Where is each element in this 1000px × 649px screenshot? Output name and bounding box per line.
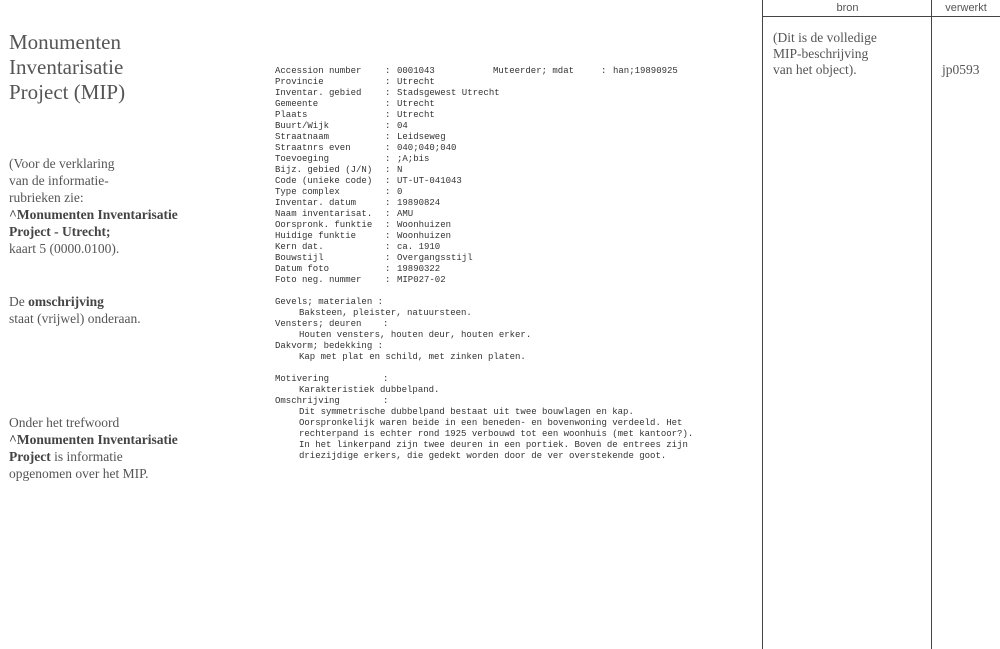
field-separator: :: [385, 242, 391, 252]
note-line: van de informatie-: [9, 173, 109, 188]
note-line: Onder het trefwoord: [9, 415, 120, 430]
field-label: Straatnrs even: [275, 143, 351, 153]
field-separator: :: [385, 121, 391, 131]
record-field-row: [275, 88, 745, 99]
field-label: Provincie: [275, 77, 324, 87]
field-label: Datum foto: [275, 264, 330, 274]
field-separator: :: [385, 132, 391, 142]
field-value: Utrecht: [397, 99, 435, 109]
dakvorm-label: Dakvorm; bedekking :: [275, 341, 384, 351]
column-divider: [931, 0, 932, 649]
reference-link[interactable]: Project: [9, 449, 51, 464]
bron-column-header: bron: [836, 2, 859, 14]
verwerkt-column-header: verwerkt: [945, 2, 987, 14]
note-bold: omschrijving: [28, 294, 104, 309]
field-value: Overgangsstijl: [397, 253, 473, 263]
field-value: 0: [397, 187, 403, 197]
field-separator: :: [385, 264, 391, 274]
field-value: han;19890925: [613, 66, 678, 76]
record-block: [275, 66, 745, 462]
field-value: 040;040;040: [397, 143, 457, 153]
title-line: Monumenten: [9, 30, 121, 54]
note-text: De: [9, 294, 29, 309]
record-fields: [275, 66, 745, 286]
field-separator: :: [601, 66, 607, 76]
field-label: Buurt/Wijk: [275, 121, 330, 131]
field-separator: :: [385, 209, 391, 219]
verwerkt-value: jp0593: [942, 62, 980, 77]
field-separator: :: [385, 165, 391, 175]
motivering-value: Karakteristiek dubbelpand.: [299, 385, 440, 395]
gevels-value: Baksteen, pleister, natuursteen.: [299, 308, 472, 318]
field-separator: :: [385, 187, 391, 197]
field-label: Code (unieke code): [275, 176, 373, 186]
mutator-field: [493, 66, 678, 77]
column-divider: [762, 0, 763, 649]
field-separator: :: [385, 176, 391, 186]
field-label: Accession number: [275, 66, 362, 76]
header-divider: [763, 16, 1000, 17]
omschrijving-line: Dit symmetrische dubbelpand bestaat uit twee bouwlagen en kap.: [299, 407, 634, 417]
vensters-label: Vensters; deuren :: [275, 319, 389, 329]
field-label: Straatnaam: [275, 132, 330, 142]
field-value: ca. 1910: [397, 242, 441, 252]
omschrijving-line: rechterpand is echter rond 1925 verbouwd tot een woonhuis (met kantoor?).: [299, 429, 694, 439]
record-field-row: [275, 132, 745, 143]
field-label: Huidige funktie: [275, 231, 357, 241]
field-label: Muteerder; mdat: [493, 66, 575, 76]
field-value: MIP027-02: [397, 275, 446, 285]
record-field-row: [275, 253, 745, 264]
field-label: Toevoeging: [275, 154, 330, 164]
field-label: Kern dat.: [275, 242, 324, 252]
field-separator: :: [385, 220, 391, 230]
bron-line: MIP-beschrijving: [773, 46, 869, 61]
reference-link[interactable]: Project - Utrecht;: [9, 224, 111, 239]
field-value: 0001043: [397, 66, 435, 76]
field-separator: :: [385, 275, 391, 285]
field-label: Inventar. datum: [275, 198, 357, 208]
field-value: 19890322: [397, 264, 441, 274]
record-field-row: [275, 99, 745, 110]
field-value: Woonhuizen: [397, 231, 452, 241]
record-field-row: [275, 143, 745, 154]
vensters-value: Houten vensters, houten deur, houten erker.: [299, 330, 532, 340]
field-label: Type complex: [275, 187, 340, 197]
bron-line: (Dit is de volledige: [773, 30, 877, 45]
record-field-row: [275, 110, 745, 121]
field-separator: :: [385, 77, 391, 87]
field-value: UT-UT-041043: [397, 176, 462, 186]
description-note: [9, 293, 141, 327]
field-value: Stadsgewest Utrecht: [397, 88, 500, 98]
record-field-row: [275, 264, 745, 275]
reference-link[interactable]: ^Monumenten Inventarisatie: [9, 207, 178, 222]
field-value: Leidseweg: [397, 132, 446, 142]
field-value: 04: [397, 121, 408, 131]
field-label: Bijz. gebied (J/N): [275, 165, 373, 175]
document-title: [9, 30, 125, 105]
record-field-row: [275, 198, 745, 209]
record-field-row: [275, 165, 745, 176]
record-field-row: [275, 209, 745, 220]
field-value: AMU: [397, 209, 414, 219]
field-separator: :: [385, 88, 391, 98]
field-value: Woonhuizen: [397, 220, 452, 230]
record-field-row: [275, 242, 745, 253]
note-line: rubrieken zie:: [9, 190, 84, 205]
record-field-row: [275, 187, 745, 198]
record-field-row: [275, 220, 745, 231]
field-separator: :: [385, 66, 391, 76]
field-value: N: [397, 165, 403, 175]
note-line: (Voor de verklaring: [9, 156, 115, 171]
explanation-note: [9, 155, 178, 257]
note-line: kaart 5 (0000.0100).: [9, 241, 120, 256]
field-separator: :: [385, 99, 391, 109]
note-line: opgenomen over het MIP.: [9, 466, 149, 481]
note-line: staat (vrijwel) onderaan.: [9, 311, 141, 326]
field-label: Oorspronk. funktie: [275, 220, 373, 230]
field-label: Naam inventarisat.: [275, 209, 373, 219]
field-label: Plaats: [275, 110, 308, 120]
field-separator: :: [385, 253, 391, 263]
omschrijving-line: driezijdige erkers, die gedekt worden door de ver overstekende goot.: [299, 451, 667, 461]
field-separator: :: [385, 154, 391, 164]
field-label: Gemeente: [275, 99, 319, 109]
title-line: Inventarisatie: [9, 55, 124, 79]
field-separator: :: [385, 198, 391, 208]
omschrijving-line: Oorspronkelijk waren beide in een beneden- en bovenwoning verdeeld. Het: [299, 418, 683, 428]
field-value: ;A;bis: [397, 154, 430, 164]
field-separator: :: [385, 231, 391, 241]
record-field-row: [275, 121, 745, 132]
field-label: Bouwstijl: [275, 253, 324, 263]
omschrijving-label: Omschrijving :: [275, 396, 389, 406]
bron-note: [773, 30, 923, 78]
field-value: 19890824: [397, 198, 441, 208]
dakvorm-value: Kap met plat en schild, met zinken platen.: [299, 352, 526, 362]
field-label: Foto neg. nummer: [275, 275, 362, 285]
record-field-row: [275, 77, 745, 88]
record-field-row: [275, 275, 745, 286]
field-value: Utrecht: [397, 110, 435, 120]
record-field-row: [275, 176, 745, 187]
field-label: Inventar. gebied: [275, 88, 362, 98]
gevels-label: Gevels; materialen :: [275, 297, 384, 307]
reference-link[interactable]: ^Monumenten Inventarisatie: [9, 432, 178, 447]
field-separator: :: [385, 143, 391, 153]
bron-line: van het object).: [773, 62, 857, 77]
title-line: Project (MIP): [9, 80, 126, 104]
omschrijving-line: In het linkerpand zijn twee deuren in een portiek. Boven de entrees zijn: [299, 440, 688, 450]
field-separator: :: [385, 110, 391, 120]
motivering-label: Motivering :: [275, 374, 389, 384]
record-field-row: [275, 231, 745, 242]
field-value: Utrecht: [397, 77, 435, 87]
note-text: is informatie: [50, 449, 123, 464]
keyword-note: [9, 414, 178, 482]
record-field-row: [275, 154, 745, 165]
omschrijving-text: [275, 407, 745, 462]
